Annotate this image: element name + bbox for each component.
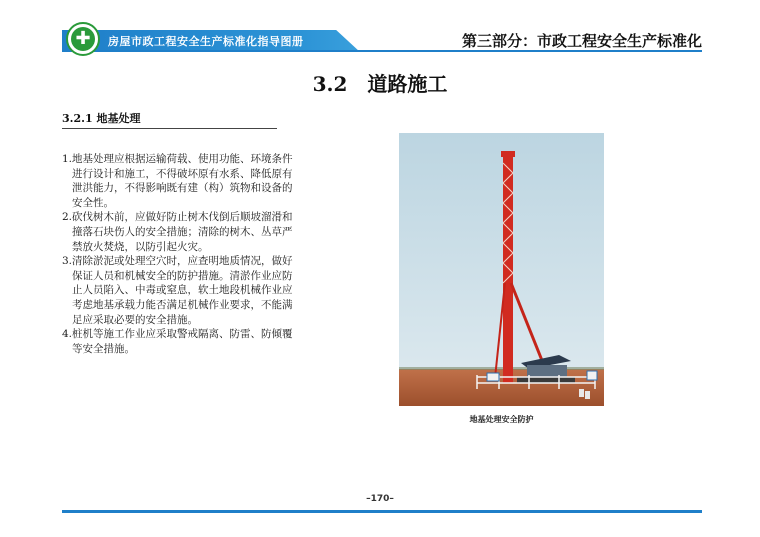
requirement-item: 2.砍伐树木前，应做好防止树木伐倒后顺坡溜滑和撞落石块伤人的安全措施；清除的树木、丛草严禁放火焚烧，以防引起火灾。 <box>62 211 293 253</box>
section-title: 3.2 道路施工 <box>312 72 448 96</box>
green-cross-icon: ✚ <box>71 27 95 51</box>
part-title: 第三部分：市政工程安全生产标准化 <box>461 32 702 50</box>
page-number: –170– <box>366 494 394 504</box>
pile-driver-photo <box>399 133 604 406</box>
requirement-item: 1.地基处理应根据运输荷载、使用功能、环境条件进行设计和施工，不得破坏原有水系、降低原有泄洪能力，不得影响既有建（构）筑物和设备的安全性。 <box>62 153 293 209</box>
requirement-item: 4.桩机等施工作业应采取警戒隔离、防雷、防倾覆等安全措施。 <box>62 328 293 355</box>
subsection-rule <box>62 128 277 129</box>
requirement-item: 3.清除淤泥或处理空穴时，应查明地质情况，做好保证人员和机械安全的防护措施。清淤作业应防止人员陷入、中毒或窒息，软土地段机械作业应考虑地基承载力能否满足机械作业要求，不能满足应采取必要的安全措施。 <box>62 255 293 326</box>
pile-driver-mast <box>501 151 515 383</box>
requirements-list <box>62 152 294 356</box>
footer-rule <box>62 510 702 513</box>
subsection-title: 3.2.1 地基处理 <box>62 112 141 125</box>
safety-logo <box>66 22 100 56</box>
figure-caption: 地基处理安全防护 <box>469 414 534 424</box>
book-title: 房屋市政工程安全生产标准化指导图册 <box>108 35 304 48</box>
